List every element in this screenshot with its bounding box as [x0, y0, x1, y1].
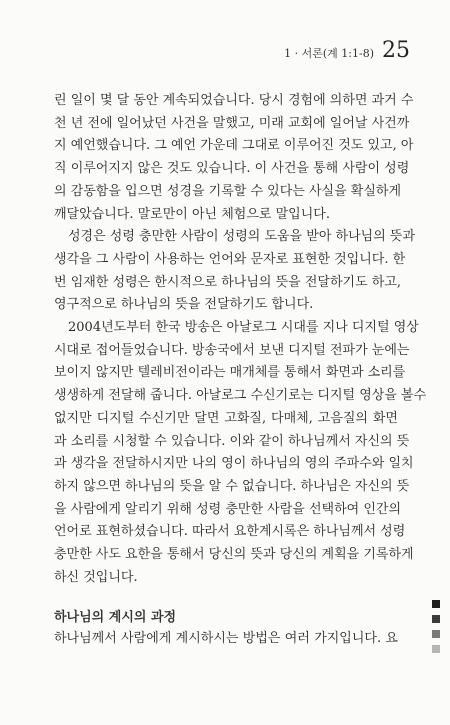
- text-line: 생생하게 전달해 줍니다. 아날로그 수신기로는 디지털 영상을 볼수: [54, 388, 427, 404]
- text-line: 생각을 그 사람이 사용하는 언어와 문자로 표현한 것입니다. 한: [54, 251, 406, 267]
- text-line: 번 임재한 성령은 한시적으로 하나님의 뜻을 전달하기도 하고,: [54, 274, 402, 290]
- text-line: 지 예언했습니다. 그 예언 가운데 그대로 이루어진 것도 있고, 아: [54, 138, 414, 154]
- text-line: 없지만 디지털 수신기만 달면 고화질, 다매체, 고음질의 화면: [54, 410, 398, 426]
- thumb-index-mark: [432, 645, 440, 653]
- text-line: 과 소리를 시청할 수 있습니다. 이와 같이 하나님께서 자신의 뜻: [54, 433, 410, 449]
- text-line: 하나님께서 사람에게 계시하시는 방법은 여러 가지입니다. 요: [54, 631, 398, 646]
- text-line: 시대로 접어들었습니다. 방송국에서 보낸 디지털 전파가 눈에는: [54, 342, 410, 358]
- text-line: 2004년도부터 한국 방송은 아날로그 시대를 지나 디지털 영상: [68, 320, 419, 336]
- page-header: [284, 38, 410, 63]
- paragraph: [54, 90, 414, 226]
- thumb-index-mark: [432, 630, 440, 638]
- text-line: 언어로 표현하셨습니다. 따라서 요한계시록은 하나님께서 성령: [54, 524, 406, 540]
- body-text-continued: [54, 628, 398, 651]
- paragraph: [54, 226, 416, 317]
- section-heading: 하나님의 계시의 과정: [54, 610, 177, 625]
- text-line: 을 사람에게 알리기 위해 성령 충만한 사람을 선택하여 인간의: [54, 501, 402, 517]
- paragraph: [54, 628, 398, 651]
- thumb-index-mark: [432, 600, 440, 608]
- text-line: 성경은 성령 충만한 사람이 성령의 도움을 받아 하나님의 뜻과: [68, 229, 416, 245]
- text-line: 의 감동함을 입으면 성경을 기록할 수 있다는 사실을 확실하게: [54, 183, 402, 199]
- text-line: 보이지 않지만 텔레비전이라는 매개체를 통해서 화면과 소리를: [54, 365, 406, 381]
- text-line: 영구적으로 하나님의 뜻을 전달하기도 합니다.: [54, 297, 314, 313]
- paragraph: [54, 317, 427, 589]
- text-line: 깨달았습니다. 말로만이 아닌 체험으로 말입니다.: [54, 206, 330, 222]
- thumb-index-marks: [432, 600, 440, 653]
- text-line: 직 이루어지지 않은 것도 있습니다. 이 사건을 통해 사람이 성령: [54, 161, 410, 177]
- running-title: 1 · 서론(계 1:1-8): [284, 47, 374, 60]
- page-number: 25: [382, 38, 410, 63]
- thumb-index-mark: [432, 615, 440, 623]
- text-line: 하지 않으면 하나님의 뜻을 알 수 없습니다. 하나님은 자신의 뜻: [54, 478, 410, 494]
- text-line: 충만한 사도 요한을 통해서 당신의 뜻과 당신의 계획을 기록하게: [54, 547, 414, 563]
- text-line: 하신 것입니다.: [54, 569, 138, 585]
- text-line: 린 일이 몇 달 동안 계속되었습니다. 당시 경험에 의하면 과거 수: [54, 93, 414, 108]
- body-text: [54, 90, 427, 589]
- text-line: 과 생각을 전달하시지만 나의 영이 하나님의 영의 주파수와 일치: [54, 456, 414, 472]
- text-line: 천 년 전에 일어났던 사건을 말했고, 미래 교회에 일어날 사건까: [54, 115, 410, 131]
